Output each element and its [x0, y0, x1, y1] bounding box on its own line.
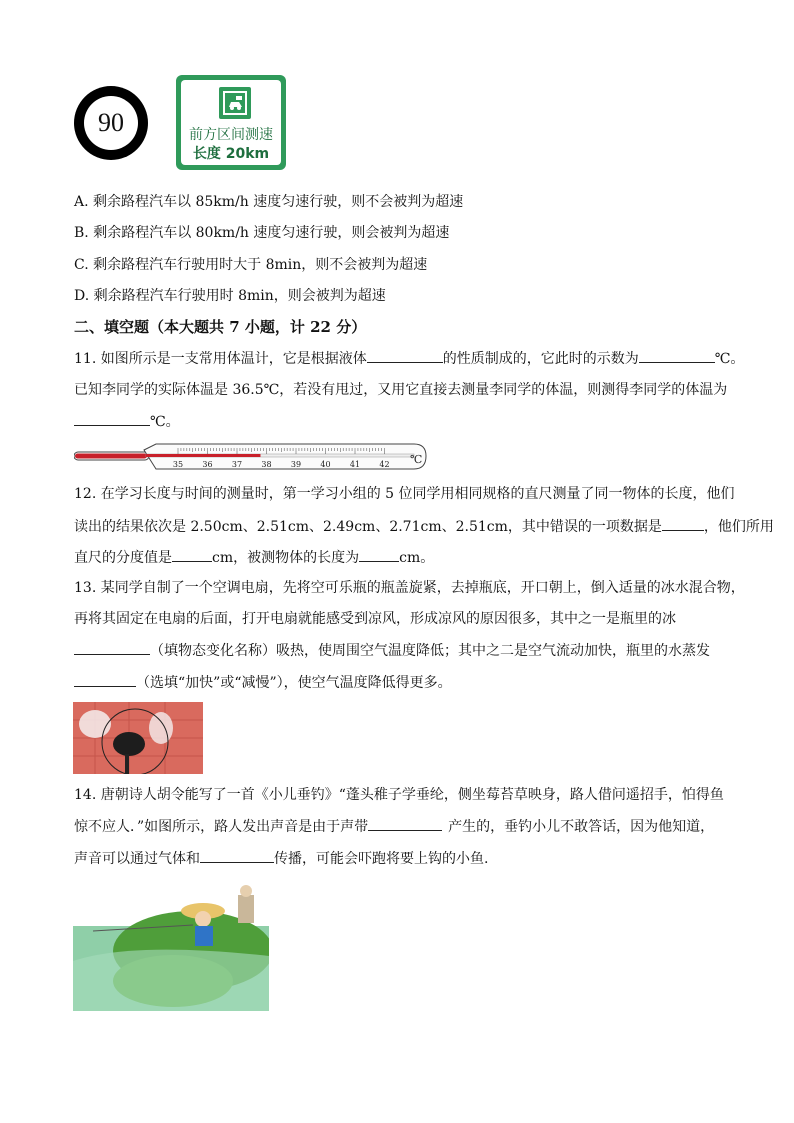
q12-line-2: 读出的结果依次是 2.50cm、2.51cm、2.49cm、2.71cm、2.51cm，其中错误的一项数据是 ，他们所用 [74, 516, 774, 537]
q12-line-3: 直尺的分度值是 cm，被测物体的长度为 cm。 [74, 547, 434, 568]
mercury-column [146, 454, 260, 457]
thermometer [74, 441, 430, 477]
option-c: C. 剩余路程汽车行驶用时大于 8min，则不会被判为超速 [74, 257, 428, 273]
q13-line-4: （选填“加快”或“减慢”），使空气温度降低得更多。 [74, 672, 452, 693]
option-d: D. 剩余路程汽车行驶用时 8min，则会被判为超速 [74, 288, 386, 304]
thermometer-tick-label: 42 [379, 460, 390, 469]
q14-line-2: 惊不应人．”如图所示，路人发出声音是由于声带 产生的，垂钓小儿不敢答话，因为他知道， [74, 816, 714, 837]
thermometer-tick-label: 40 [320, 460, 331, 469]
q11-line-1: 11. 如图所示是一支常用体温计，它是根据液体 的性质制成的，它此时的示数为 ℃。 [74, 348, 744, 369]
thermometer-tick-label: 36 [202, 460, 213, 469]
zone-line-1: 前方区间测速 [189, 127, 273, 143]
thermometer-unit: ℃ [410, 453, 423, 466]
q14-line-3: 声音可以通过气体和 传播，可能会吓跑将要上钩的小鱼. [74, 848, 488, 869]
q11-line-3: ℃。 [74, 411, 180, 432]
q13-line-1: 13. 某同学自制了一个空调电扇，先将空可乐瓶的瓶盖旋紧，去掉瓶底，开口朝上，倒入适量的冰水混合物， [74, 580, 745, 596]
zone-line-2: 长度 20km [192, 146, 270, 162]
thermometer-tick-label: 39 [290, 460, 302, 469]
speed-zone-sign [176, 75, 286, 170]
q12-line-1: 12. 在学习长度与时间的测量时，第一学习小组的 5 位同学用相同规格的直尺测量了同一物体的长度，他们 [74, 486, 735, 502]
thermometer-tick-label: 35 [172, 460, 184, 469]
fan-photo [73, 702, 203, 774]
fishing-child-illustration [73, 881, 269, 1011]
thermometer-tick-label: 41 [349, 460, 361, 469]
q11-line-2: 已知李同学的实际体温是 36.5℃，若没有甩过，又用它直接去测量李同学的体温，则测得李同学的体温为 [74, 382, 728, 398]
camera-car-icon [219, 87, 251, 119]
thermometer-tick-label: 38 [261, 460, 272, 469]
section-title: 二、填空题（本大题共 7 小题，计 22 分） [74, 318, 367, 336]
speed-limit-value: 90 [84, 96, 138, 150]
q13-line-2: 再将其固定在电扇的后面，打开电扇就能感受到凉风，形成凉风的原因很多，其中之一是瓶里的冰 [74, 611, 676, 627]
thermometer-tick-label: 37 [231, 460, 243, 469]
q13-line-3: （填物态变化名称）吸热，使周围空气温度降低；其中之二是空气流动加快，瓶里的水蒸发 [74, 640, 710, 661]
option-a: A. 剩余路程汽车以 85km/h 速度匀速行驶，则不会被判为超速 [74, 194, 464, 210]
speed-limit-sign [74, 86, 148, 160]
option-b: B. 剩余路程汽车以 80km/h 速度匀速行驶，则会被判为超速 [74, 225, 450, 241]
q14-line-1: 14. 唐朝诗人胡令能写了一首《小儿垂钓》“蓬头稚子学垂纶，侧坐莓苔草映身，路人借问遥招手，怕得鱼 [74, 787, 724, 803]
